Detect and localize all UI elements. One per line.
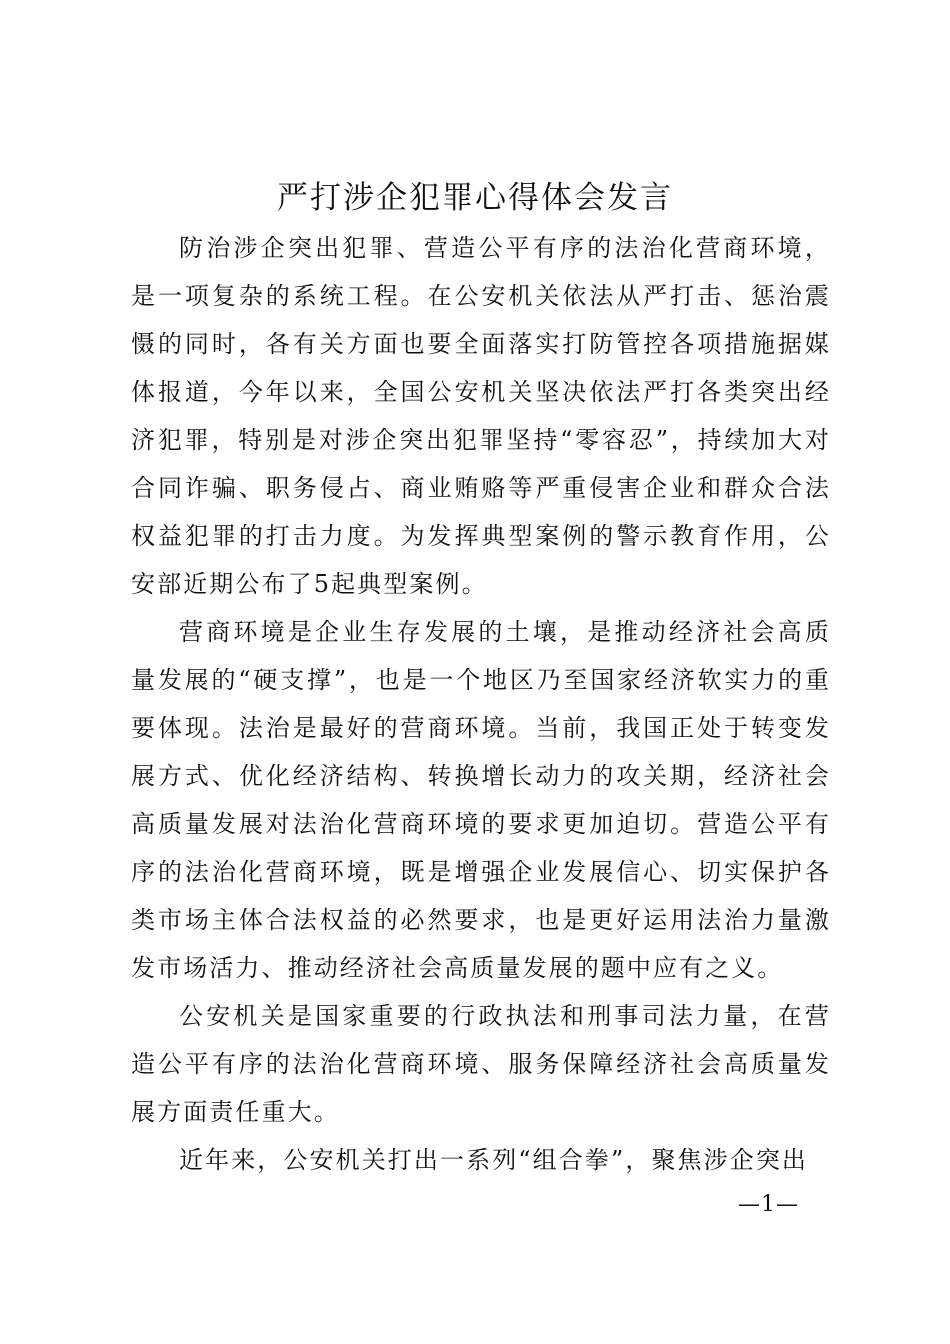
- page-number: —1—: [738, 1192, 799, 1217]
- document-body: [131, 224, 831, 1184]
- paragraph-4: 近年来，公安机关打出一系列“组合拳”，聚焦涉企突出: [179, 1146, 809, 1174]
- paragraph-1: 防治涉企突出犯罪、营造公平有序的法治化营商环境，是一项复杂的系统工程。在公安机关依法从严打击、惩治震慑的同时，各有关方面也要全面落实打防管控各项措施据媒体报道，今年以来，全国公安机关坚决依法严打各类突出经济犯罪，特别是对涉企突出犯罪坚持“零容忍”，持续加大对合同诈骗、职务侵占、商业贿赂等严重侵害企业和群众合法权益犯罪的打击力度。为发挥典型案例的警示教育作用，公安部近期公布了5起典型案例。: [131, 234, 831, 598]
- document-title: 严打涉企犯罪心得体会发言: [277, 180, 673, 216]
- paragraph-2: 营商环境是企业生存发展的土壤，是推动经济社会高质量发展的“硬支撑”，也是一个地区乃至国家经济软实力的重要体现。法治是最好的营商环境。当前，我国正处于转变发展方式、优化经济结构、转换增长动力的攻关期，经济社会高质量发展对法治化营商环境的要求更加迫切。营造公平有序的法治化营商环境，既是增强企业发展信心、切实保护各类市场主体合法权益的必然要求，也是更好运用法治力量激发市场活力、推动经济社会高质量发展的题中应有之义。: [131, 618, 831, 982]
- paragraph-3: 公安机关是国家重要的行政执法和刑事司法力量，在营造公平有序的法治化营商环境、服务保障经济社会高质量发展方面责任重大。: [131, 1002, 831, 1126]
